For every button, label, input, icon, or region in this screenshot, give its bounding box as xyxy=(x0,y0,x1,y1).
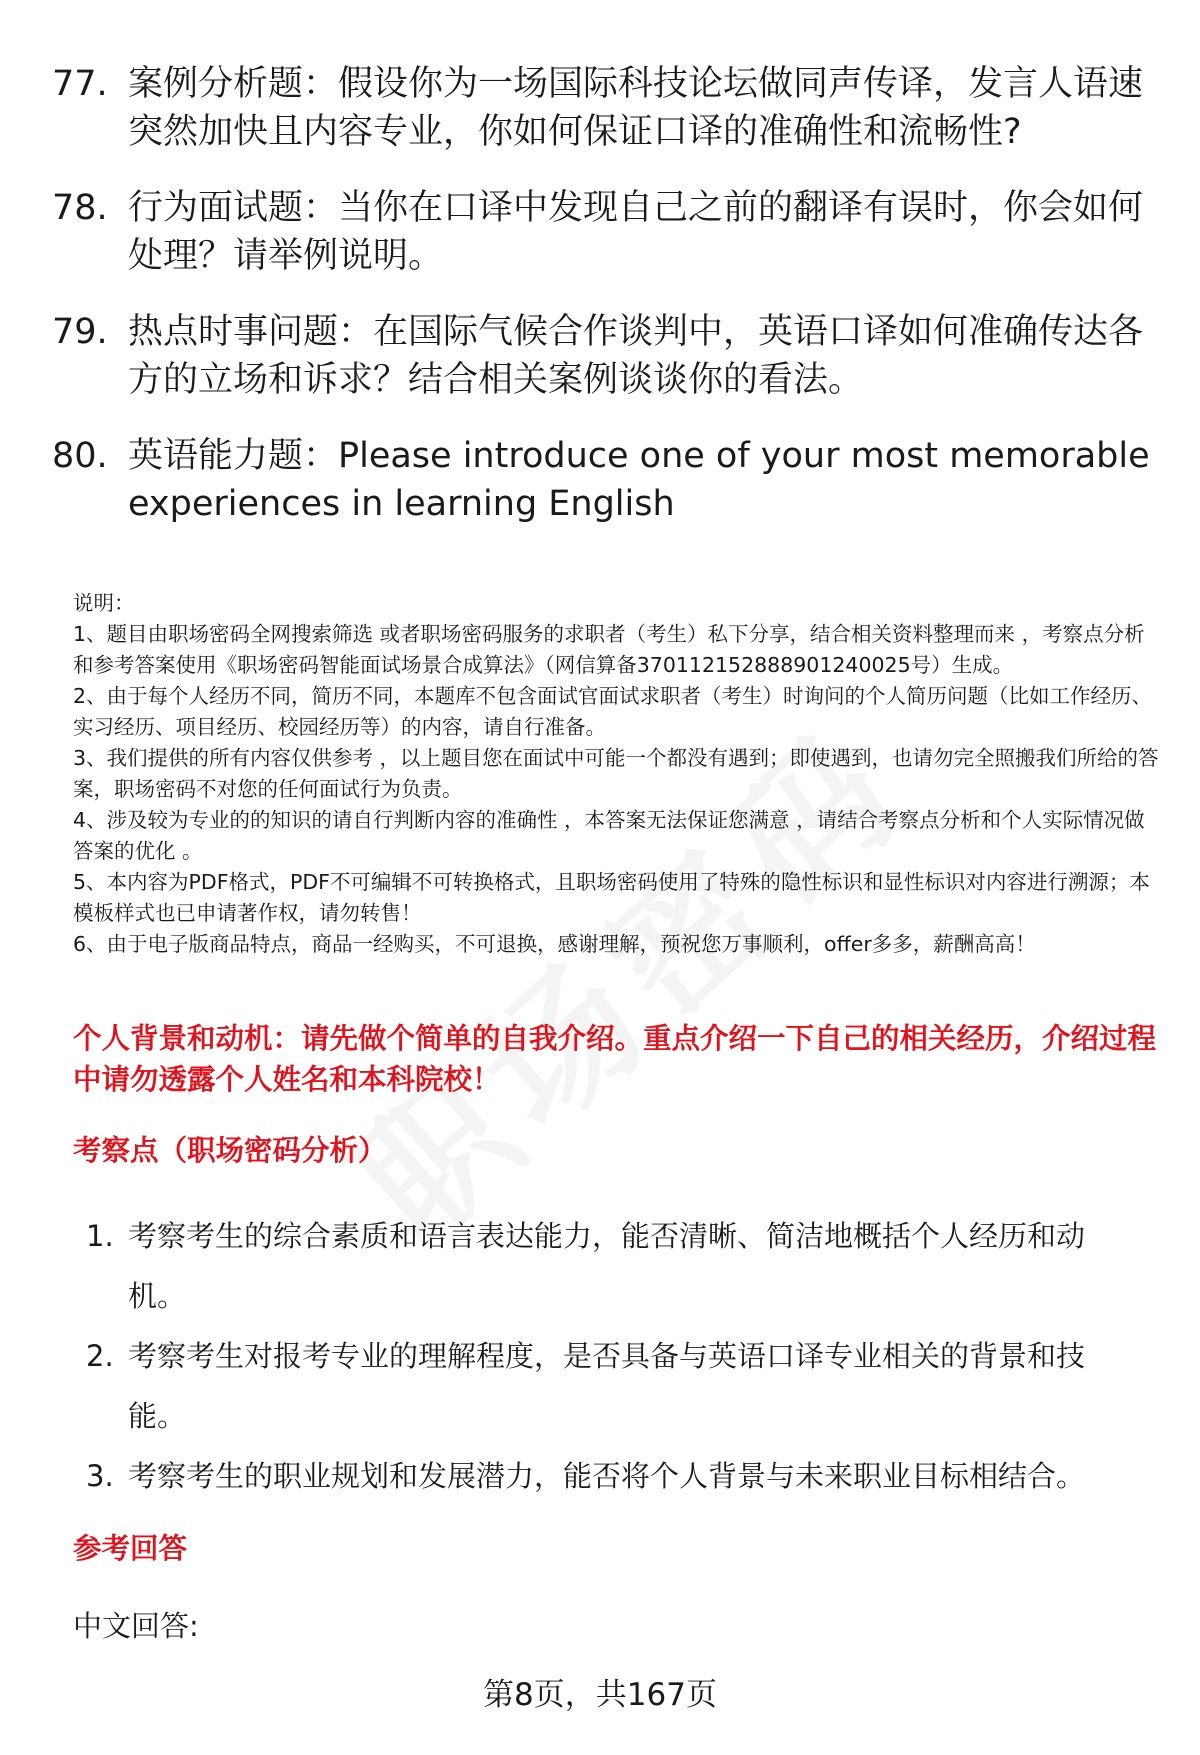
question-text: 热点时事问题：在国际气候合作谈判中，英语口译如何准确传达各方的立场和诉求？结合相关案例谈谈你的看法。 xyxy=(128,312,1144,400)
assessment-point xyxy=(0,1206,1118,1326)
note-item: 3、我们提供的所有内容仅供参考 ，以上题目您在面试中可能一个都没有遇到；即使遇到，也请勿完全照搬我们所给的答案，职场密码不对您的任何面试行为负责。 xyxy=(73,746,1159,801)
question-text: 行为面试题：当你在口译中发现自己之前的翻译有误时，你会如何处理？请举例说明。 xyxy=(128,188,1144,276)
page-footer: 第8页，共167页 xyxy=(483,1677,717,1713)
reference-answer-heading: 参考回答 xyxy=(73,1532,188,1565)
note-item: 2、由于每个人经历不同，简历不同，本题库不包含面试官面试求职者（考生）时询问的个人简历问题（比如工作经历、实习经历、项目经历、校园经历等）的内容，请自行准备。 xyxy=(73,684,1153,739)
question-text: 案例分析题：假设你为一场国际科技论坛做同声传译，发言人语速突然加快且内容专业，你如何保证口译的准确性和流畅性? xyxy=(128,64,1144,152)
point-number: 3. xyxy=(86,1459,114,1493)
note-item: 6、由于电子版商品特点，商品一经购买，不可退换，感谢理解，预祝您万事顺利，offer多多，薪酬高高！ xyxy=(73,932,1036,956)
point-text: 考察考生的综合素质和语言表达能力，能否清晰、简洁地概括个人经历和动机。 xyxy=(128,1219,1086,1313)
question-item xyxy=(0,308,1150,404)
point-text: 考察考生的职业规划和发展潜力，能否将个人背景与未来职业目标相结合。 xyxy=(128,1459,1086,1493)
notes-title: 说明： xyxy=(73,591,135,615)
point-text: 考察考生对报考专业的理解程度，是否具备与英语口译专业相关的背景和技能。 xyxy=(128,1339,1086,1433)
note-item: 1、题目由职场密码全网搜索筛选 或者职场密码服务的求职者（考生）私下分享，结合相关资料整理而来 ，考察点分析和参考答案使用《职场密码智能面试场景合成算法》（网信算备370112152888901240025号）生成。 xyxy=(73,622,1145,677)
assessment-points-heading: 考察点（职场密码分析） xyxy=(73,1134,387,1167)
background-question-heading: 个人背景和动机：请先做个简单的自我介绍。重点介绍一下自己的相关经历，介绍过程中请勿透露个人姓名和本科院校！ xyxy=(73,1022,1157,1096)
assessment-point xyxy=(0,1446,1118,1506)
notes-section xyxy=(73,588,1163,960)
question-number: 80. xyxy=(52,436,108,476)
question-text: 英语能力题：Please introduce one of your most memorable experiences in learning English xyxy=(128,436,1150,524)
question-number: 78. xyxy=(52,188,108,228)
question-item xyxy=(0,184,1150,280)
assessment-point xyxy=(0,1326,1118,1446)
question-number: 79. xyxy=(52,312,108,352)
point-number: 1. xyxy=(86,1219,114,1253)
question-number: 77. xyxy=(52,64,108,104)
chinese-answer-label: 中文回答: xyxy=(73,1609,199,1643)
question-item xyxy=(0,432,1150,528)
question-item xyxy=(0,60,1150,156)
question-list xyxy=(0,60,1200,556)
note-item: 5、本内容为PDF格式，PDF不可编辑不可转换格式，且职场密码使用了特殊的隐性标识和显性标识对内容进行溯源；本模板样式也已申请著作权，请勿转售！ xyxy=(73,870,1150,925)
assessment-points-list xyxy=(0,1206,1200,1506)
point-number: 2. xyxy=(86,1339,114,1373)
note-item: 4、涉及较为专业的的知识的请自行判断内容的准确性 ，本答案无法保证您满意 ，请结合考察点分析和个人实际情况做答案的优化 。 xyxy=(73,808,1145,863)
